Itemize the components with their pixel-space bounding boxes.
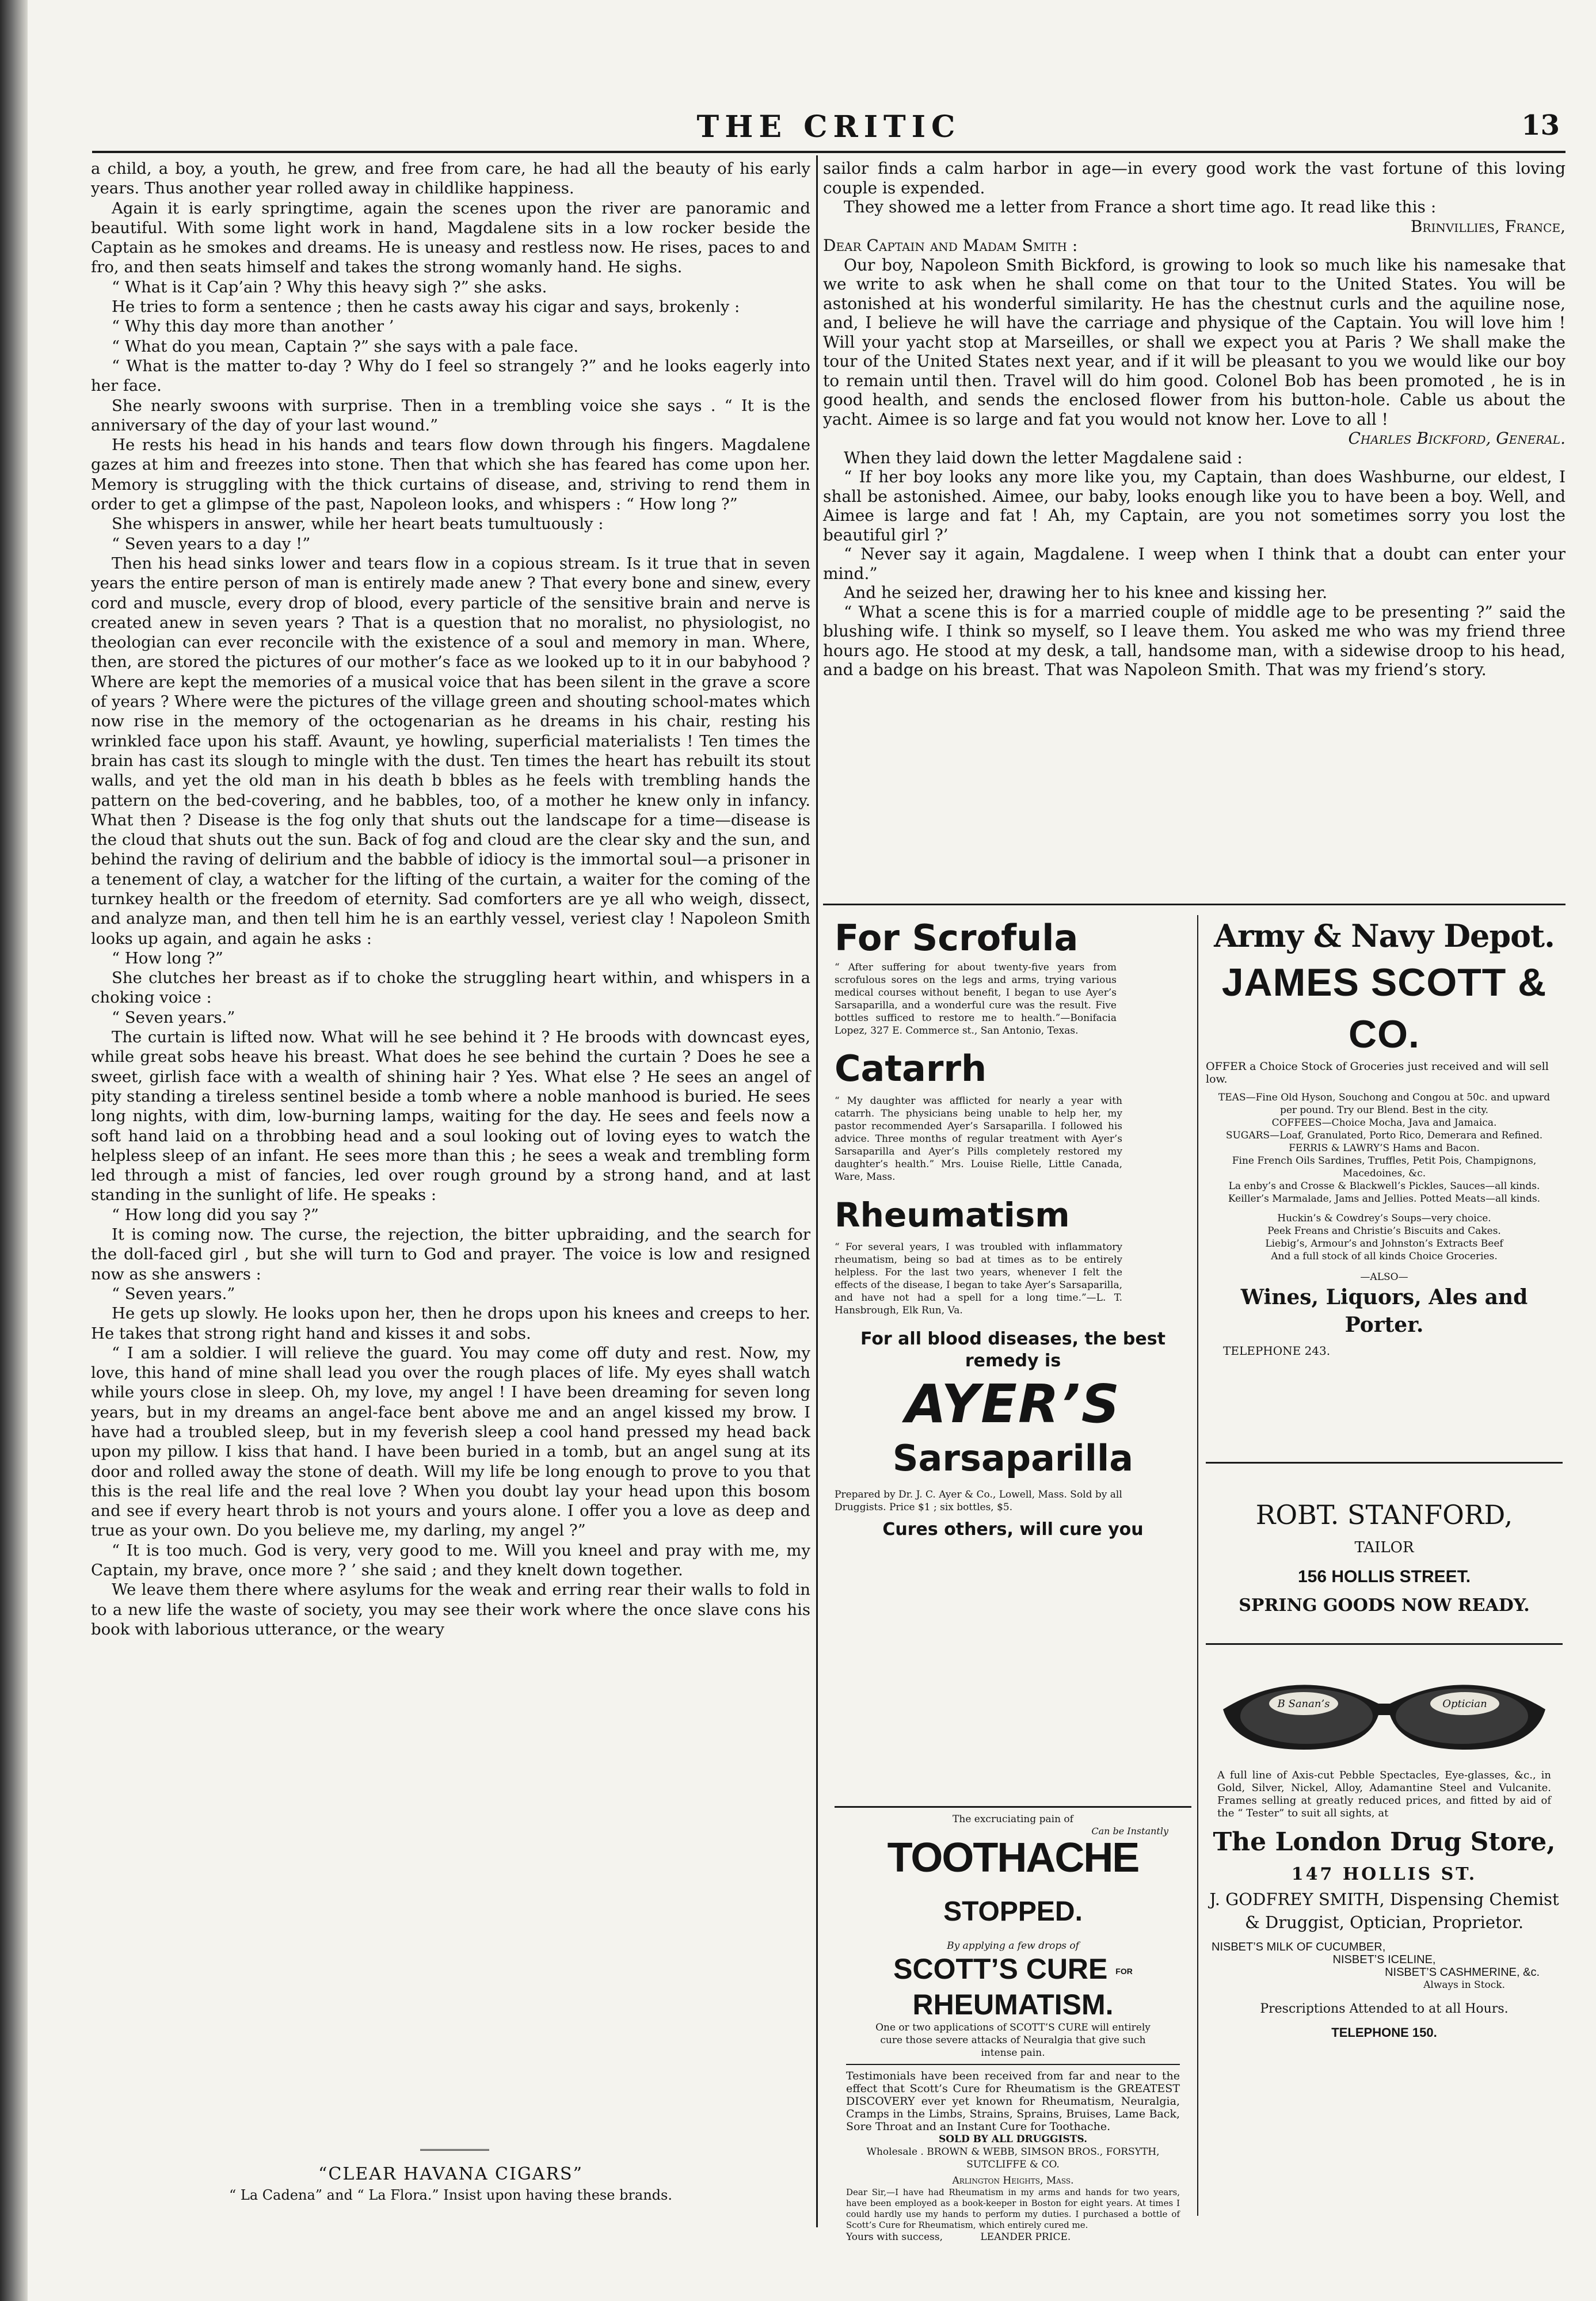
- army-french: Fine French Oils Sardines, Truffles, Petit Pois, Champignons, Macedoines, &c.: [1232, 1155, 1537, 1179]
- paragraph: The curtain is lifted now. What will he see behind it ? He broods with downcast eyes, while great sobs heave his breast. What does he see behind the curtain ? Does he see a sweet, girlish face with a wealth of shining hair ? Yes. What else ? He sees an angel of pity standing a tireless sentinel beside a tomb where a noble manhood is buried. He sees long nights, with dim, low-burning lamps, waiting for the day. He sees and feels now a soft hand laid on a throbbing head and a soul looking out of loving eyes to watch the helpless sleep of an infant. He sees more than this ; he sees a weak and trembling form led through a mist of fancies, led over rough ground by a strong hand, and at last standing in the sunlight of life. He speaks :: [91, 1028, 810, 1205]
- paragraph: “ How long did you say ?”: [112, 1205, 319, 1224]
- brand-ayers: AYER’S: [905, 1373, 1121, 1435]
- story-end-rule: [823, 904, 1565, 905]
- army-huckin: Huckin’s & Cowdrey’s Soups—very choice.: [1277, 1213, 1491, 1224]
- paragraph: “ It is too much. God is very, very good to me. Will you kneel and pray with me, my Captain, my brave, once more ? ’ she said ; and they knelt down together.: [91, 1541, 810, 1580]
- paragraph: Again it is early springtime, again the scenes upon the river are panoramic and beautiful. With some light work in hand, Magdalene sits in a low rocker beside the Captain as he smokes and dreams. He is uneasy and restless now. He rises, paces to and fro, and then seats himself and takes the strong womanly hand. He sighs.: [91, 199, 810, 277]
- scotts-testimonials: Testimonials have been received from far and near to the effect that Scott’s Cure for Rheumatism is the GREATEST DISCOVERY ever yet known for Rheumatism, Neuralgia, Cramps in the Limbs, Strains, Sprains, Bruises, Lame Back, Sore Throat and an Instant Cure for Toothache.: [846, 2069, 1180, 2133]
- scotts-cure-ad: [835, 1813, 1191, 2243]
- masthead: [92, 109, 1565, 150]
- army-offer: OFFER a Choice Stock of Groceries just received and will sell low.: [1206, 1060, 1549, 1085]
- paragraph: He rests his head in his hands and tears flow down through his fingers. Magdalene gazes at him and freezes into stone. Then that which she has feared has come upon her. Memory is struggling with the thick curtains of disease, and, striving to rend them in order to get a glimpse of the past, Napoleon looks, and whispers : “ How long ?”: [91, 436, 810, 514]
- paragraph: We leave them there where asylums for the weak and erring rear their walls to fold in to a new life the waste of society, you may see their work where the once slave cons his book with laborious utterance, or the weary: [91, 1580, 810, 1639]
- toothache-can: Can be Instantly: [1091, 1826, 1168, 1837]
- army-lazenby: La enby’s and Crosse & Blackwell’s Pickles, Sauces—all kinds.: [1228, 1180, 1540, 1192]
- paragraph: “ What is it Cap’ain ? Why this heavy sigh ?” she asks.: [112, 277, 547, 296]
- ad-rule: [835, 1806, 1191, 1808]
- paragraph: She whispers in answer, while her heart beats tumultuously :: [112, 515, 604, 534]
- paragraph: “ Seven years.”: [112, 1284, 235, 1303]
- ad-column-divider: [1197, 915, 1198, 2216]
- paragraph: She nearly swoons with surprise. Then in a trembling voice she says . “ It is the anniversary of the day of your last wound.”: [91, 396, 810, 435]
- paragraph: He gets up slowly. He looks upon her, then he drops upon his knees and creeps to her. He takes that strong right hand and kisses it and sobs.: [91, 1304, 810, 1343]
- paragraph: She clutches her breast as if to choke the struggling heart within, and whispers in a choking voice :: [91, 969, 810, 1007]
- spectacles-text: A full line of Axis-cut Pebble Spectacles, Eye-glasses, &c., in Gold, Silver, Nickel, Alloy, Adamantine Steel and Vulcanite. Frames selling at greatly reduced prices, and fitted by aid of the “ Tester” to suit all sights, at: [1217, 1769, 1551, 1819]
- ayers-sarsaparilla-ad: [835, 915, 1191, 1542]
- army-teas: TEAS—Fine Old Hyson, Souchong and Congou at 50c. and upward per pound. Try our Blend. Best in the city.: [1218, 1092, 1551, 1116]
- page-number: 13: [1521, 109, 1560, 142]
- toothache-word: TOOTHACHE: [887, 1835, 1139, 1881]
- always-in-stock: Always in Stock.: [1423, 1979, 1505, 1991]
- stanford-address: 156 HOLLIS STREET.: [1297, 1567, 1471, 1586]
- testimonial-catarrh: “ My daughter was afflicted for nearly a year with catarrh. The physicians being unable to help her, my pastor recommended Ayer’s Sarsaparilla. I followed his advice. Three months of regular treatment with Ayer’s Sarsaparilla and Ayer’s Pills completely restored my daughter’s health.” Mrs. Louise Rielle, Little Canada, Ware, Mass.: [835, 1095, 1122, 1183]
- scotts-applications: One or two applications of SCOTT’S CURE will entirely cure those severe attacks of Neuralgia that give such intense pain.: [875, 2021, 1151, 2059]
- brand-sarsaparilla: Sarsaparilla: [892, 1437, 1134, 1479]
- for-word: FOR: [1115, 1966, 1133, 1976]
- page-spine-shadow: [0, 0, 28, 2301]
- signature-name: LEANDER PRICE.: [980, 2231, 1071, 2243]
- toothache-top: The excruciating pain of: [953, 1814, 1073, 1825]
- letter-body: Our boy, Napoleon Smith Bickford, is growing to look so much like his namesake that we write to ask when he shall come on that tour to the United States. You will be astonished at his wonderful similarity. He has the chestnut curls and the aquiline nose, and, I believe he will have the carriage and physique of the Captain. You will love him ! Will your yacht stop at Marseilles, or shall we expect you at Paris ? We shall make the tour of the United States next year, and if it will be pleasant to you we would like our boy to remain until then. Travel will do him good. Colonel Bob has been promoted , he is in good health, and sends the enclosed flower from his button-hole. Cable us about the yacht. Aimee is so large and fat you would not know her. Love to all !: [823, 255, 1565, 429]
- testimonial-scrofula: “ After suffering for about twenty-five years from scrofulous sores on the legs and arms, trying various medical courses without benefit, I began to use Ayer’s Sarsaparilla, and a wonderful cure was the result. Five bottles sufficed to restore me to health.”—Bonifacia Lopez, 327 E. Commerce st., San Antonio, Texas.: [835, 962, 1117, 1037]
- paragraph: They showed me a letter from France a short time ago. It read like this :: [844, 197, 1437, 216]
- james-scott-heading: JAMES SCOTT & CO.: [1221, 961, 1547, 1056]
- prescriptions-line: Prescriptions Attended to at all Hours.: [1260, 2002, 1509, 2016]
- cigar-ad-title: “CLEAR HAVANA CIGARS”: [318, 2164, 583, 2184]
- stanford-trade: TAILOR: [1354, 1539, 1414, 1556]
- scotts-letter-place: Arlington Heights, Mass.: [952, 2174, 1074, 2186]
- rheumatism-word: RHEUMATISM.: [912, 1988, 1114, 2021]
- spectacles-illustration: [1212, 1652, 1557, 1767]
- heading-scrofula: For Scrofula: [835, 917, 1079, 959]
- signature-line: Yours with success,: [846, 2231, 943, 2243]
- nisbet-iceline: NISBET’S ICELINE,: [1332, 1953, 1436, 1966]
- army-sugars: SUGARS—Loaf, Granulated, Porto Rico, Demerara and Refined.: [1225, 1130, 1543, 1141]
- paragraph: “ Seven years.”: [112, 1008, 235, 1027]
- toothache-by: By applying a few drops of: [947, 1940, 1079, 1952]
- paragraph: “ What do you mean, Captain ?” she says with a pale face.: [112, 337, 579, 356]
- scotts-cure-word: SCOTT’S CURE: [893, 1953, 1108, 1985]
- ornament: [420, 2149, 489, 2157]
- london-drug-heading: The London Drug Store,: [1213, 1827, 1556, 1857]
- letter-place: Brinvillies, France,: [1410, 216, 1565, 236]
- paragraph: He tries to form a sentence ; then he casts away his cigar and says, brokenly :: [112, 298, 740, 317]
- paragraph: a child, a boy, a youth, he grew, and free from care, he had all the beauty of his early years. Thus another year rolled away in childlike happiness.: [91, 159, 810, 198]
- scotts-signature: [835, 2231, 1191, 2243]
- nisbet-milk: NISBET’S MILK OF CUCUMBER,: [1212, 1941, 1386, 1953]
- army-heading: Army & Navy Depot.: [1214, 917, 1555, 954]
- ad-rule: [1206, 1462, 1563, 1464]
- paragraph: sailor finds a calm harbor in age—in every good work the vast fortune of this loving couple is expended.: [823, 159, 1565, 197]
- paragraph: It is coming now. The curse, the rejection, the bitter upbraiding, and the search for the doll-faced girl , but she will turn to God and prayer. The voice is low and resigned now as she answers :: [91, 1225, 810, 1283]
- paragraph: “ What a scene this is for a married couple of middle age to be presenting ?” said the blushing wife. I think so myself, so I leave them. You asked me who was my friend three hours ago. He stood at my desk, a tall, handsome man, with a sidewise droop to his head, and a badge on his breast. That was Napoleon Smith. That was my friend’s story.: [823, 602, 1565, 679]
- paragraph: Then his head sinks lower and tears flow in a copious stream. Is it true that in seven years the entire person of man is entirely made anew ? That every bone and sinew, every cord and muscle, every drop of blood, every particle of the sensitive brain and nerve is created anew in seven years ? That is a question that no moralist, no physiologist, no theologian can ever reconcile with the existence of a soul and memory in man. Where, then, are stored the pictures of our mother’s face as we looked up to it in our babyhood ? Where are kept the memories of a musical voice that has been silent in the grave a score of years ? Where were the pictures of the village green and shouting school-mates which now rise in the memory of the octogenarian as he dreams in his chair, resting his wrinkled face upon his staff. Avaunt, ye howling, superficial materialists ! Ten times the brain has cast its slough to mingle with the dust. Ten times the heart has rebuilt its stout walls, and yet the old man in his death b bbles as he feels with trembling hands the pattern on the bed-covering, and he babbles, too, of a mother he knew only in infancy. What then ? Disease is the fog only that shuts out the landscape for a time—disease is the cloud that shuts out the sun. Back of fog and cloud are the clear sky and the sun, and behind the raving of delirium and the babble of idiocy is the immortal soul—a prisoner in a tenement of clay, a watcher for the lifting of the curtain, a waiter for the coming of the turnkey health or the freedom of eternity. Sad comforters are ye all who weigh, dissect, and analyze man, and then tell him he is an earthly vessel, veriest clay ! Napoleon Smith looks up again, and again he asks :: [91, 554, 810, 948]
- right-lens-text: Optician: [1442, 1698, 1487, 1710]
- london-drug-proprietor: J. GODFREY SMITH, Dispensing Chemist & Druggist, Optician, Proprietor.: [1209, 1889, 1559, 1932]
- cigar-ad-line: “ La Cadena” and “ La Flora.” Insist upon having these brands.: [229, 2187, 672, 2203]
- army-also: —ALSO—: [1360, 1271, 1408, 1283]
- paragraph: “ If her boy looks any more like you, my Captain, than does Washburne, our eldest, I shall be astonished. Aimee, our baby, looks enough like you to have been a boy. Well, and Aimee is large and fat ! Ah, my Captain, are you not sometimes sorry you lost the beautiful girl ?’: [823, 467, 1565, 544]
- testimonial-rheumatism: “ For several years, I was troubled with inflammatory rheumatism, being so bad at times as to be entirely helpless. For the last two years, whenever I felt the effects of the disease, I began to take Ayer’s Sarsaparilla, and have not had a spell for a long time.”—L. T. Hansbrough, Elk Run, Va.: [835, 1241, 1122, 1316]
- letter-signature: Charles Bickford, General.: [1348, 429, 1565, 448]
- army-liebig: Liebig’s, Armour’s and Johnston’s Extracts Beef: [1265, 1238, 1503, 1249]
- letter-salutation: Dear Captain and Madam Smith :: [823, 236, 1078, 255]
- paragraph: “ How long ?”: [112, 948, 223, 967]
- army-telephone: TELEPHONE 243.: [1223, 1344, 1331, 1358]
- paragraph: “ Never say it again, Magdalene. I weep when I think that a doubt can enter your mind.”: [823, 544, 1565, 583]
- publication-title: THE CRITIC: [696, 109, 961, 144]
- paragraph: And he seized her, drawing her to his knee and kissing her.: [844, 583, 1328, 602]
- army-keiller: Keiller’s Marmalade, Jams and Jellies. Potted Meats—all kinds.: [1228, 1193, 1541, 1205]
- column-divider: [816, 155, 818, 2227]
- army-wines: Wines, Liquors, Ales and Porter.: [1240, 1285, 1528, 1337]
- ad-inner-rule: [846, 2064, 1180, 2065]
- cures-slogan: Cures others, will cure you: [882, 1519, 1144, 1540]
- prepared-by: Prepared by Dr. J. C. Ayer & Co., Lowell, Mass. Sold by all Druggists. Price $1 ; six bottles, $5.: [835, 1489, 1122, 1513]
- toothache-heading: [835, 1837, 1191, 1940]
- heading-rheumatism: Rheumatism: [835, 1195, 1070, 1235]
- scotts-heading: [835, 1952, 1191, 2021]
- scotts-letter: Dear Sir,—I have had Rheumatism in my arms and hands for two years, have been employed as a book-keeper in Boston for eight years. At times I could hardly use my hands to perform my duties. I purchased a bottle of Scott’s Cure for Rheumatism, which entirely cured me.: [846, 2186, 1180, 2230]
- army-navy-depot-ad: [1206, 915, 1563, 1357]
- army-peek: Peek Freans and Christie’s Biscuits and Cakes.: [1267, 1225, 1501, 1237]
- story-column-1: [91, 159, 810, 1639]
- nisbet-cashmerine: NISBET’S CASHMERINE, &c.: [1385, 1966, 1540, 1979]
- london-drug-address: 147 HOLLIS ST.: [1291, 1864, 1477, 1884]
- drug-telephone: TELEPHONE 150.: [1331, 2025, 1437, 2040]
- london-drug-store-ad: [1206, 1652, 1563, 2044]
- army-coffees: COFFEES—Choice Mocha, Java and Jamaica.: [1271, 1117, 1497, 1129]
- paragraph: When they laid down the letter Magdalene said :: [844, 448, 1243, 467]
- army-full-stock: And a full stock of all kinds Choice Groceries.: [1271, 1251, 1498, 1262]
- paragraph: “ Seven years to a day !”: [112, 534, 311, 553]
- paragraph: “ Why this day more than another ’: [112, 317, 394, 336]
- story-column-2: [823, 159, 1565, 680]
- scotts-wholesale: Wholesale . BROWN & WEBB, SIMSON BROS., FORSYTH, SUTCLIFFE & CO.: [866, 2146, 1160, 2170]
- scotts-sold: SOLD BY ALL DRUGGISTS.: [938, 2133, 1088, 2145]
- paragraph: “ I am a soldier. I will relieve the guard. You may come off duty and rest. Now, my love, this hand of mine shall lead you over the rough places of life. My eyes shall watch while yours close in sleep. Oh, my love, my angel ! I have been dreaming for seven long years, but in my dreams an angel-face bent above me and an angel kissed my brow. I have had a troubled sleep, but in my feverish sleep a cool hand pressed my head back upon my pillow. I kiss that hand. I have been buried in a tomb, but an angel sung at its door and rolled away the stone of death. Will my life be long enough to prove to you that this is the real life and the real love ? When you doubt lay your head upon this bosom and see if every heart throb is not yours and yours alone. I offer you a love as deep and true as your own. Do you believe me, my darling, my angel ?”: [91, 1343, 810, 1540]
- stanford-tailor-ad: [1206, 1496, 1563, 1620]
- ad-rule: [1206, 1643, 1563, 1645]
- masthead-rule: [92, 151, 1565, 153]
- stopped-word: STOPPED.: [943, 1896, 1083, 1927]
- paragraph: “ What is the matter to-day ? Why do I feel so strangely ?” and he looks eagerly into her face.: [91, 356, 810, 395]
- blood-diseases-line: For all blood diseases, the best remedy is: [860, 1329, 1165, 1371]
- heading-catarrh: Catarrh: [835, 1047, 987, 1089]
- army-ferris: FERRIS & LAWRY’S Hams and Bacon.: [1289, 1142, 1480, 1154]
- left-lens-text: B Sanan’s: [1277, 1698, 1330, 1710]
- stanford-spring: SPRING GOODS NOW READY.: [1239, 1595, 1530, 1616]
- stanford-name: ROBT. STANFORD,: [1255, 1499, 1513, 1530]
